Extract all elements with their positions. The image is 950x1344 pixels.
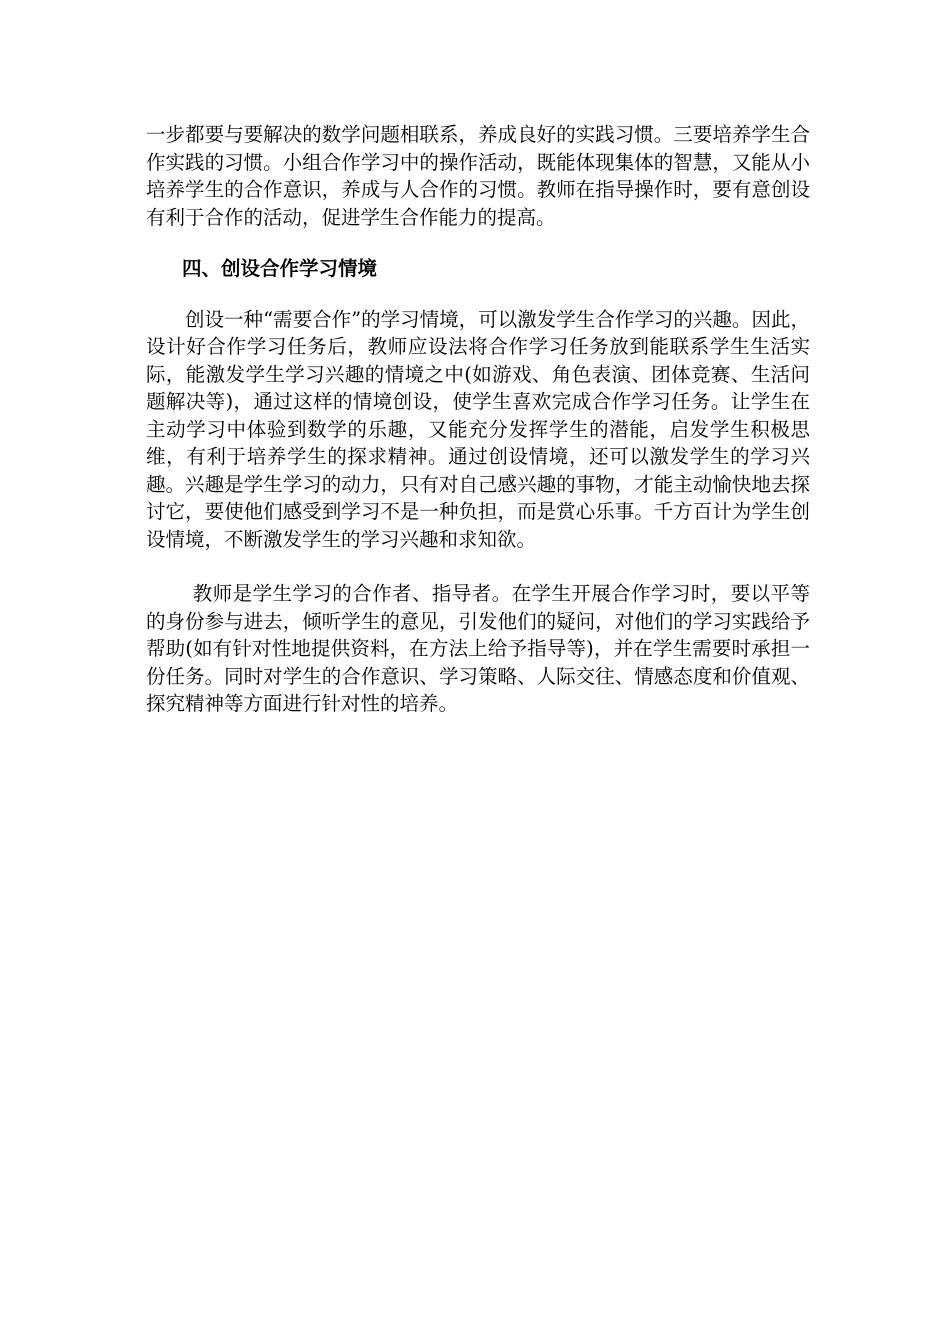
paragraph-continued: 一步都要与要解决的数学问题相联系，养成良好的实践习惯。三要培养学生合作实践的习惯。小组合作学习中的操作活动，既能体现集体的智慧，又能从小培养学生的合作意识，养成与人合作的习惯。教师在指导操作时，要有意创设有利于合作的活动，促进学生合作能力的提高。 [146,123,810,229]
paragraph-teacher-role: 教师是学生学习的合作者、指导者。在学生开展合作学习时，要以平等的身份参与进去，倾听学生的意见，引发他们的疑问，对他们的学习实践给予帮助(如有针对性地提供资料，在方法上给予指导等)，并在学生需要时承担一份任务。同时对学生的合作意识、学习策略、人际交往、情感态度和价值观、探究精神等方面进行针对性的培养。 [146,582,810,715]
paragraph-situation: 创设一种“需要合作”的学习情境，可以激发学生合作学习的兴趣。因此，设计好合作学习任务后，教师应设法将合作学习任务放到能联系学生生活实际，能激发学生学习兴趣的情境之中(如游戏、角色表演、团体竞赛、生活问题解决等)，通过这样的情境创设，使学生喜欢完成合作学习任务。让学生在主动学习中体验到数学的乐趣，又能充分发挥学生的潜能，启发学生积极思维，有利于培养学生的探求精神。通过创设情境，还可以激发学生的学习兴趣。兴趣是学生学习的动力，只有对自己感兴趣的事物，才能主动愉快地去探讨它，要使他们感受到学习不是一种负担，而是赏心乐事。千方百计为学生创设情境，不断激发学生的学习兴趣和求知欲。 [146,307,810,551]
document-body [146,121,810,718]
section-heading: 四、创设合作学习情境 [182,257,378,280]
